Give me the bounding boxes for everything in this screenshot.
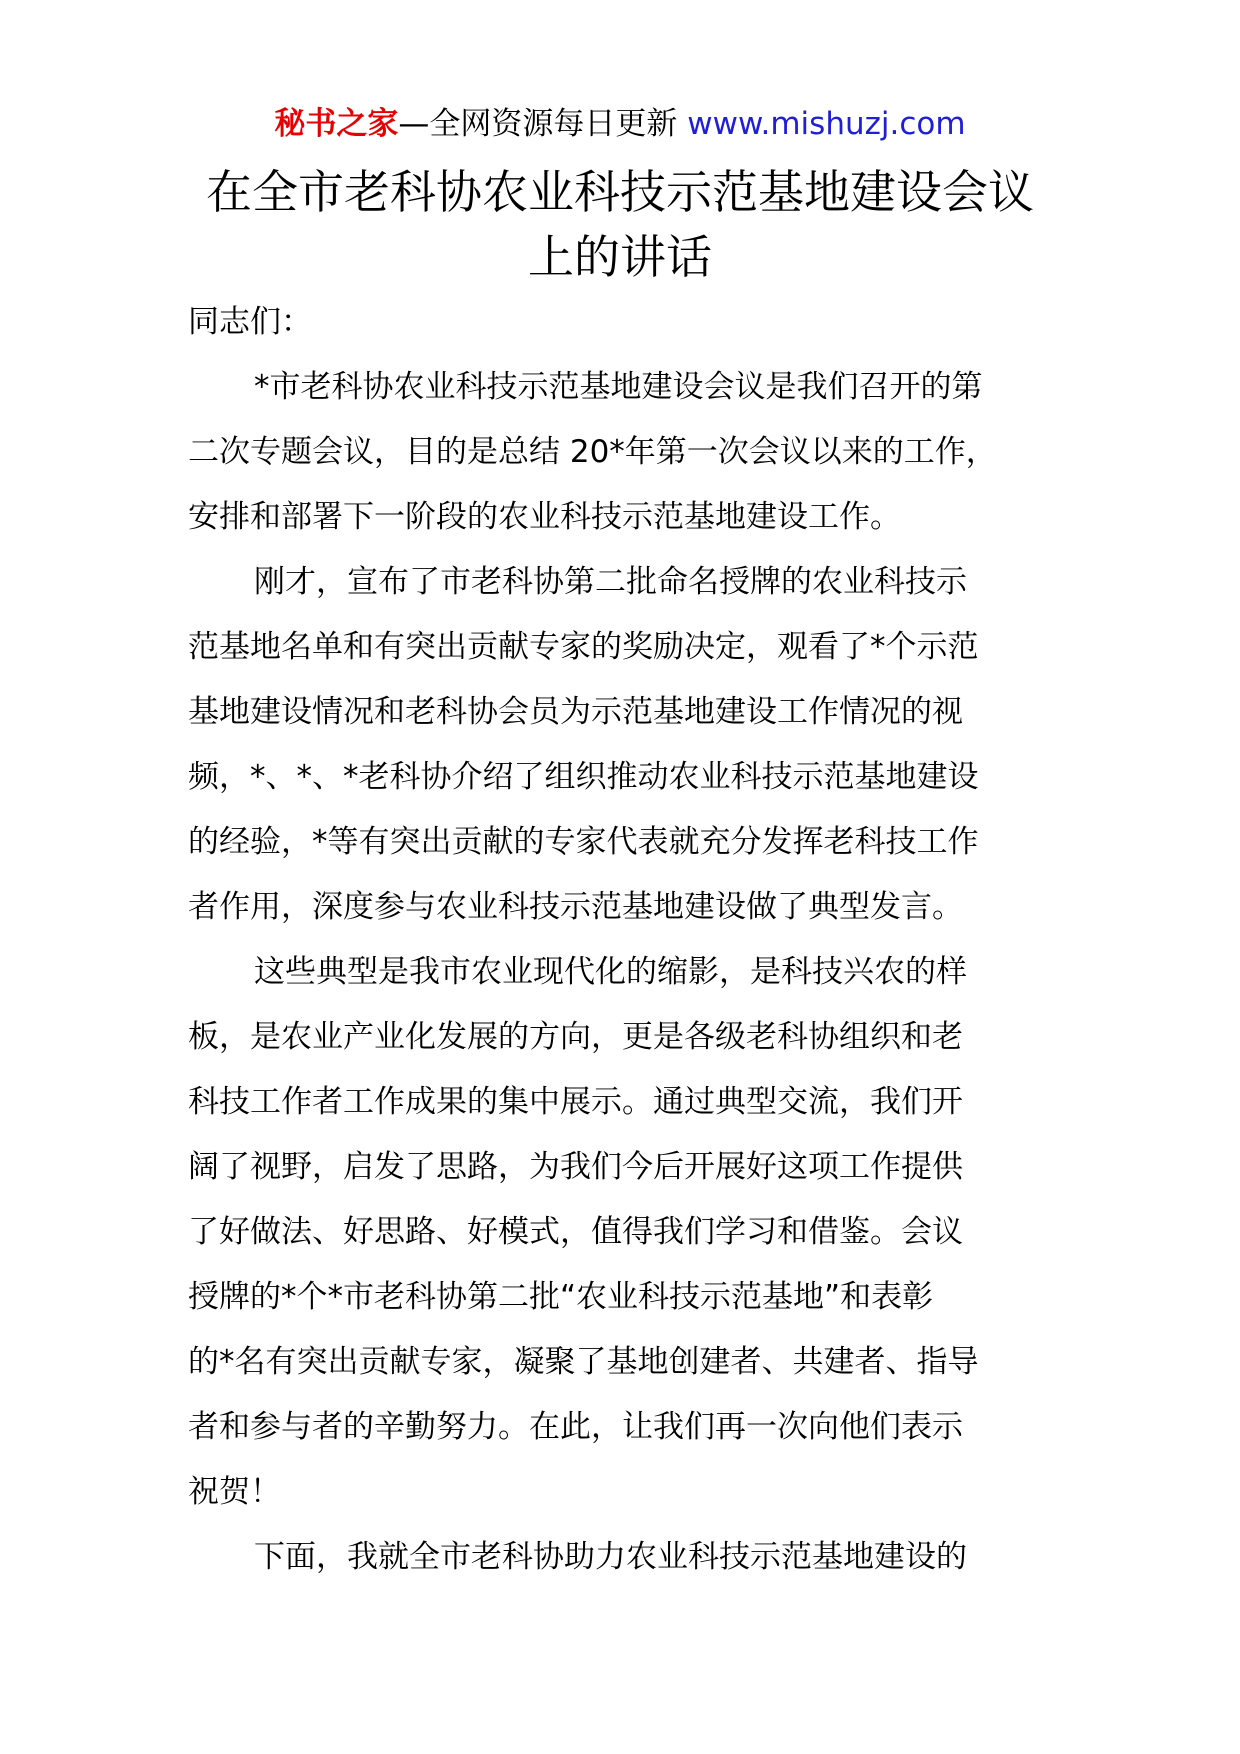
paragraph-line: 基地建设情况和老科协会员为示范基地建设工作情况的视 [188,694,963,730]
paragraph-line: 板，是农业产业化发展的方向，更是各级老科协组织和老 [188,1019,963,1055]
paragraph-line: 祝贺！ [188,1474,281,1510]
paragraph-line: 刚才，宣布了市老科协第二批命名授牌的农业科技示 [254,564,967,600]
paragraph-line: 范基地名单和有突出贡献专家的奖励决定，观看了*个示范 [188,629,979,665]
salutation: 同志们： [188,304,312,340]
paragraph-1 [188,355,1050,550]
paragraph-line: 者和参与者的辛勤努力。在此，让我们再一次向他们表示 [188,1409,963,1445]
paragraph-line: 下面，我就全市老科协助力农业科技示范基地建设的 [254,1539,967,1575]
paragraph-line: 科技工作者工作成果的集中展示。通过典型交流，我们开 [188,1084,963,1120]
paragraph-2 [188,550,1050,940]
paragraph-line: 阔了视野，启发了思路，为我们今后开展好这项工作提供 [188,1149,963,1185]
site-header [0,100,1240,148]
paragraph-3 [188,940,1050,1525]
paragraph-line: 这些典型是我市农业现代化的缩影，是科技兴农的样 [254,954,967,990]
paragraph-line: 的经验，*等有突出贡献的专家代表就充分发挥老科技工作 [188,824,979,860]
document-title [150,160,1090,290]
site-slogan: —全网资源每日更新 [398,106,688,142]
paragraph-line: 了好做法、好思路、好模式，值得我们学习和借鉴。会议 [188,1214,963,1250]
paragraph-line: 频，*、*、*老科协介绍了组织推动农业科技示范基地建设 [188,759,979,795]
paragraph-4 [188,1525,1050,1590]
title-line-2: 上的讲话 [528,230,712,284]
paragraph-line: *市老科协农业科技示范基地建设会议是我们召开的第 [254,369,983,405]
paragraph-line: 者作用，深度参与农业科技示范基地建设做了典型发言。 [188,889,963,925]
paragraph-line: 安排和部署下一阶段的农业科技示范基地建设工作。 [188,499,901,535]
document-body [188,290,1050,1590]
title-line-1: 在全市老科协农业科技示范基地建设会议 [206,165,1034,219]
site-url-link[interactable]: www.mishuzj.com [687,106,966,142]
paragraph-line: 授牌的*个*市老科协第二批“农业科技示范基地”和表彰 [188,1279,934,1315]
paragraph-line: 的*名有突出贡献专家，凝聚了基地创建者、共建者、指导 [188,1344,979,1380]
site-brand: 秘书之家 [274,106,399,142]
paragraph-line: 二次专题会议，目的是总结 20*年第一次会议以来的工作， [188,434,997,470]
